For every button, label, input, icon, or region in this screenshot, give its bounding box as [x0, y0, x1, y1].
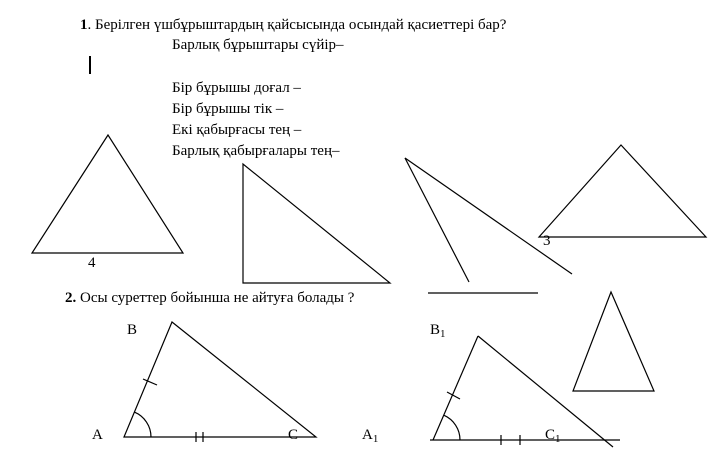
- question-2-text: Осы суреттер бойынша не айтуға болады ?: [80, 290, 355, 306]
- vertex-a-label: A: [92, 427, 103, 443]
- vertex-c1-subscript: 1: [555, 433, 561, 445]
- question-2: [65, 290, 354, 307]
- tick-ab: [143, 379, 157, 385]
- vertex-b-label: B: [127, 322, 138, 338]
- vertex-b1-letter: B: [430, 322, 441, 338]
- triangle-abc: [124, 322, 316, 437]
- vertex-a1-label: [362, 427, 378, 448]
- option-all-sides-equal: Барлық қабырғалары тең–: [172, 143, 340, 159]
- option-two-sides-equal: Екі қабырғасы тең –: [172, 122, 302, 138]
- angle-a1-arc: [444, 415, 460, 440]
- figure-label-4: 4: [88, 255, 96, 271]
- question-1-number: 1: [80, 17, 88, 33]
- option-one-right: Бір бұрышы тік –: [172, 101, 284, 117]
- triangle-acute-1: [32, 135, 183, 253]
- question-1-text: . Берілген үшбұрыштардың қайсысында осындай қасиеттері бар?: [87, 17, 507, 33]
- vertex-c-label: C: [288, 427, 299, 443]
- angle-a-arc: [134, 412, 151, 437]
- option-one-obtuse: Бір бұрышы доғал –: [172, 80, 301, 96]
- vertex-c1-label: [545, 427, 561, 448]
- option-all-acute: Барлық бұрыштары сүйір–: [172, 37, 344, 53]
- obtuse-figure-line-2: [405, 158, 572, 274]
- triangle-isosceles: [573, 292, 654, 391]
- obtuse-figure-line-1: [405, 158, 469, 282]
- vertex-c1-letter: C: [545, 427, 556, 443]
- triangle-right: [243, 164, 390, 283]
- triangle-acute-2: [539, 145, 706, 237]
- question-2-number: 2.: [65, 290, 77, 306]
- vertex-b1-label: [430, 322, 446, 343]
- vertex-b1-subscript: 1: [440, 328, 446, 340]
- vertex-a1-subscript: 1: [372, 433, 379, 445]
- figure-label-3: 3: [543, 233, 551, 249]
- vertex-a1-letter: A: [362, 427, 373, 443]
